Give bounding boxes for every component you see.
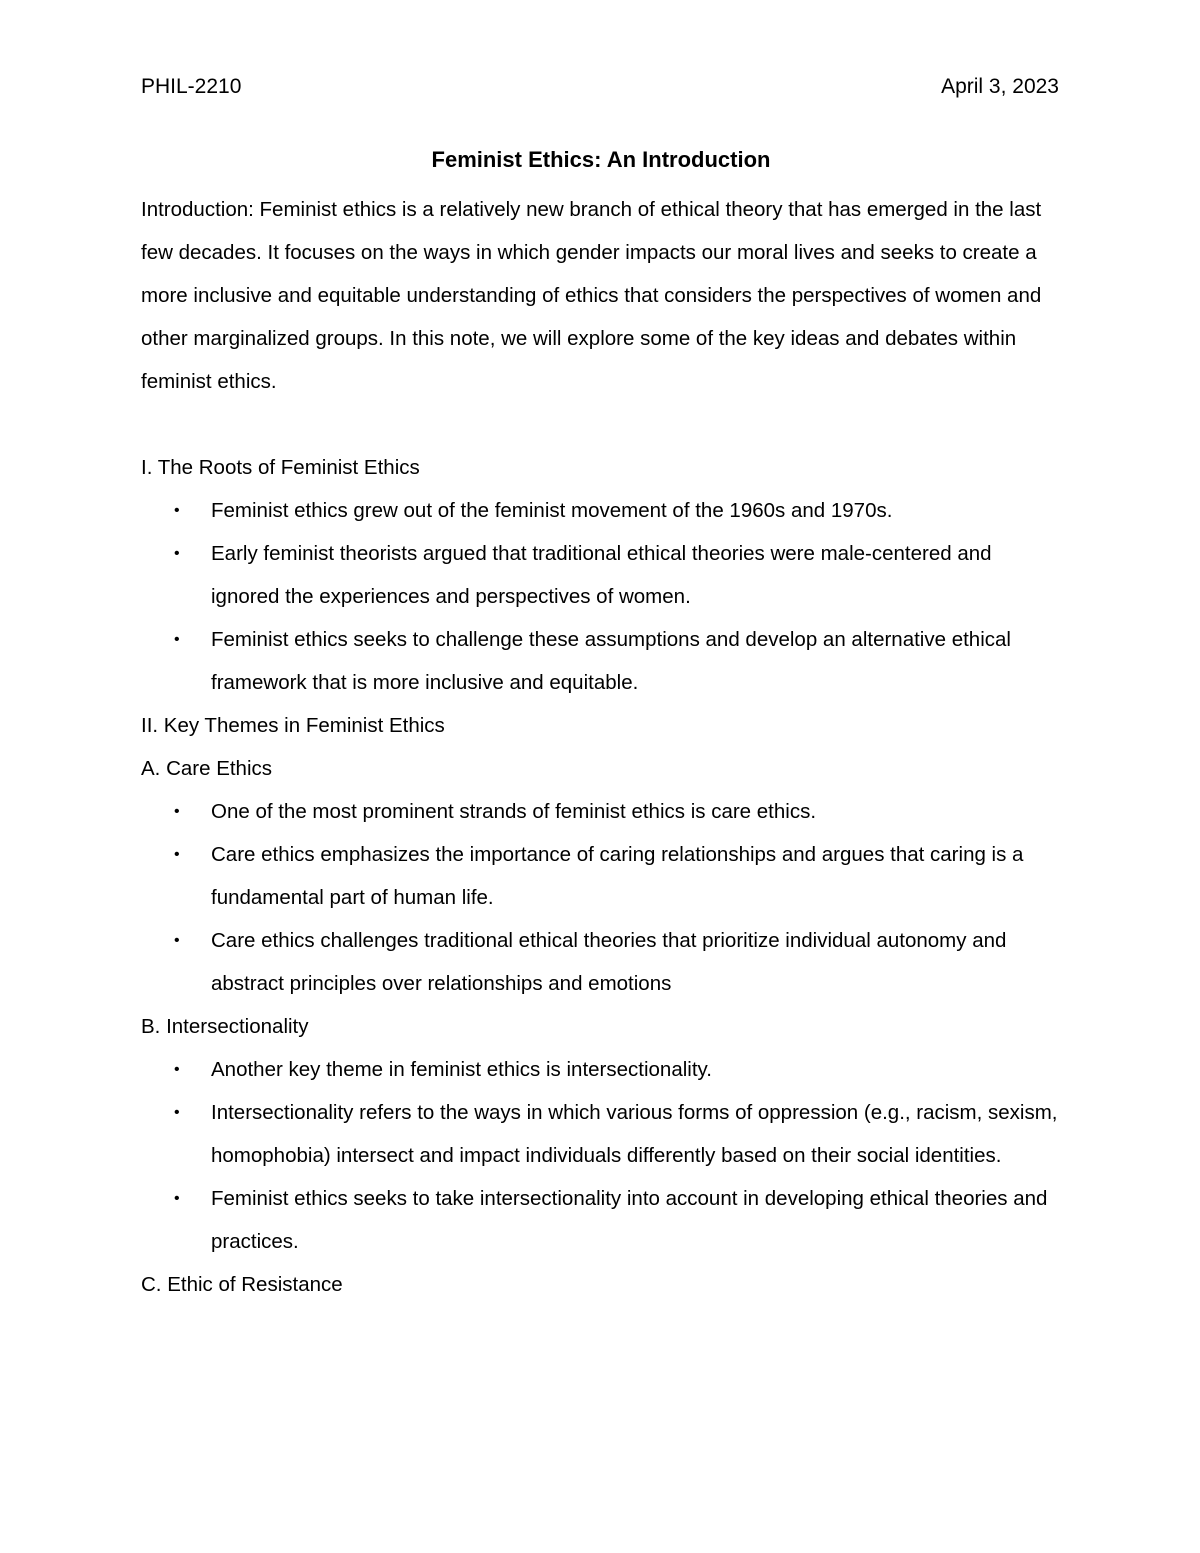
subsection-heading-intersectionality: B. Intersectionality xyxy=(141,1015,309,1038)
list-item-text: Intersectionality refers to the ways in which various forms of oppression (e.g., racism, sexism, homophobia) intersect and impact individuals differently based on their social identities. xyxy=(211,1101,1058,1167)
list-item xyxy=(141,1091,1061,1177)
list-item xyxy=(141,1177,1061,1263)
bullet-icon: • xyxy=(174,502,180,519)
subsection-heading-ethic-of-resistance: C. Ethic of Resistance xyxy=(141,1273,343,1296)
bullet-icon: • xyxy=(174,932,180,949)
list-item xyxy=(141,618,1061,704)
subsection-heading-care-ethics: A. Care Ethics xyxy=(141,757,273,780)
list-item xyxy=(141,833,1061,919)
page-header xyxy=(141,72,1059,102)
course-code: PHIL-2210 xyxy=(141,75,242,98)
list-item-text: Feminist ethics seeks to take intersectionality into account in developing ethical theories and practices. xyxy=(211,1187,1048,1253)
list-item xyxy=(141,489,1061,532)
bullet-icon: • xyxy=(174,1061,180,1078)
list-item xyxy=(141,1048,1061,1091)
bullet-icon: • xyxy=(174,545,180,562)
bullet-icon: • xyxy=(174,631,180,648)
bullet-icon: • xyxy=(174,846,180,863)
list-item xyxy=(141,532,1061,618)
bullet-icon: • xyxy=(174,1104,180,1121)
roots-bullet-list xyxy=(141,489,1061,704)
care-ethics-bullet-list xyxy=(141,790,1061,1005)
bullet-icon: • xyxy=(174,1190,180,1207)
bullet-icon: • xyxy=(174,803,180,820)
list-item xyxy=(141,790,1061,833)
list-item-text: Care ethics emphasizes the importance of caring relationships and argues that caring is a fundamental part of human life. xyxy=(211,843,1024,909)
list-item-text: One of the most prominent strands of feminist ethics is care ethics. xyxy=(211,800,817,823)
document-date: April 3, 2023 xyxy=(941,75,1059,98)
list-item-text: Feminist ethics seeks to challenge these assumptions and develop an alternative ethical framework that is more inclusive and equitable. xyxy=(211,628,1011,694)
section-heading-roots: I. The Roots of Feminist Ethics xyxy=(141,456,420,479)
intersectionality-bullet-list xyxy=(141,1048,1061,1263)
list-item-text: Feminist ethics grew out of the feminist movement of the 1960s and 1970s. xyxy=(211,499,893,522)
section-heading-key-themes: II. Key Themes in Feminist Ethics xyxy=(141,714,445,737)
intro-paragraph: Introduction: Feminist ethics is a relatively new branch of ethical theory that has emerged in the last few decades. It focuses on the ways in which gender impacts our moral lives and seeks to create a more inclusive and equitable understanding of ethics that considers the perspectives of women and other marginalized groups. In this note, we will explore some of the key ideas and debates within feminist ethics. xyxy=(141,198,1042,393)
document-body xyxy=(141,142,1061,1306)
list-item-text: Another key theme in feminist ethics is intersectionality. xyxy=(211,1058,712,1081)
list-item-text: Early feminist theorists argued that traditional ethical theories were male-centered and ignored the experiences and perspectives of women. xyxy=(211,542,992,608)
list-item xyxy=(141,919,1061,1005)
blank-line xyxy=(141,403,1061,446)
document-title: Feminist Ethics: An Introduction xyxy=(431,147,771,172)
list-item-text: Care ethics challenges traditional ethical theories that prioritize individual autonomy and abstract principles over relationships and emotions xyxy=(211,929,1007,995)
